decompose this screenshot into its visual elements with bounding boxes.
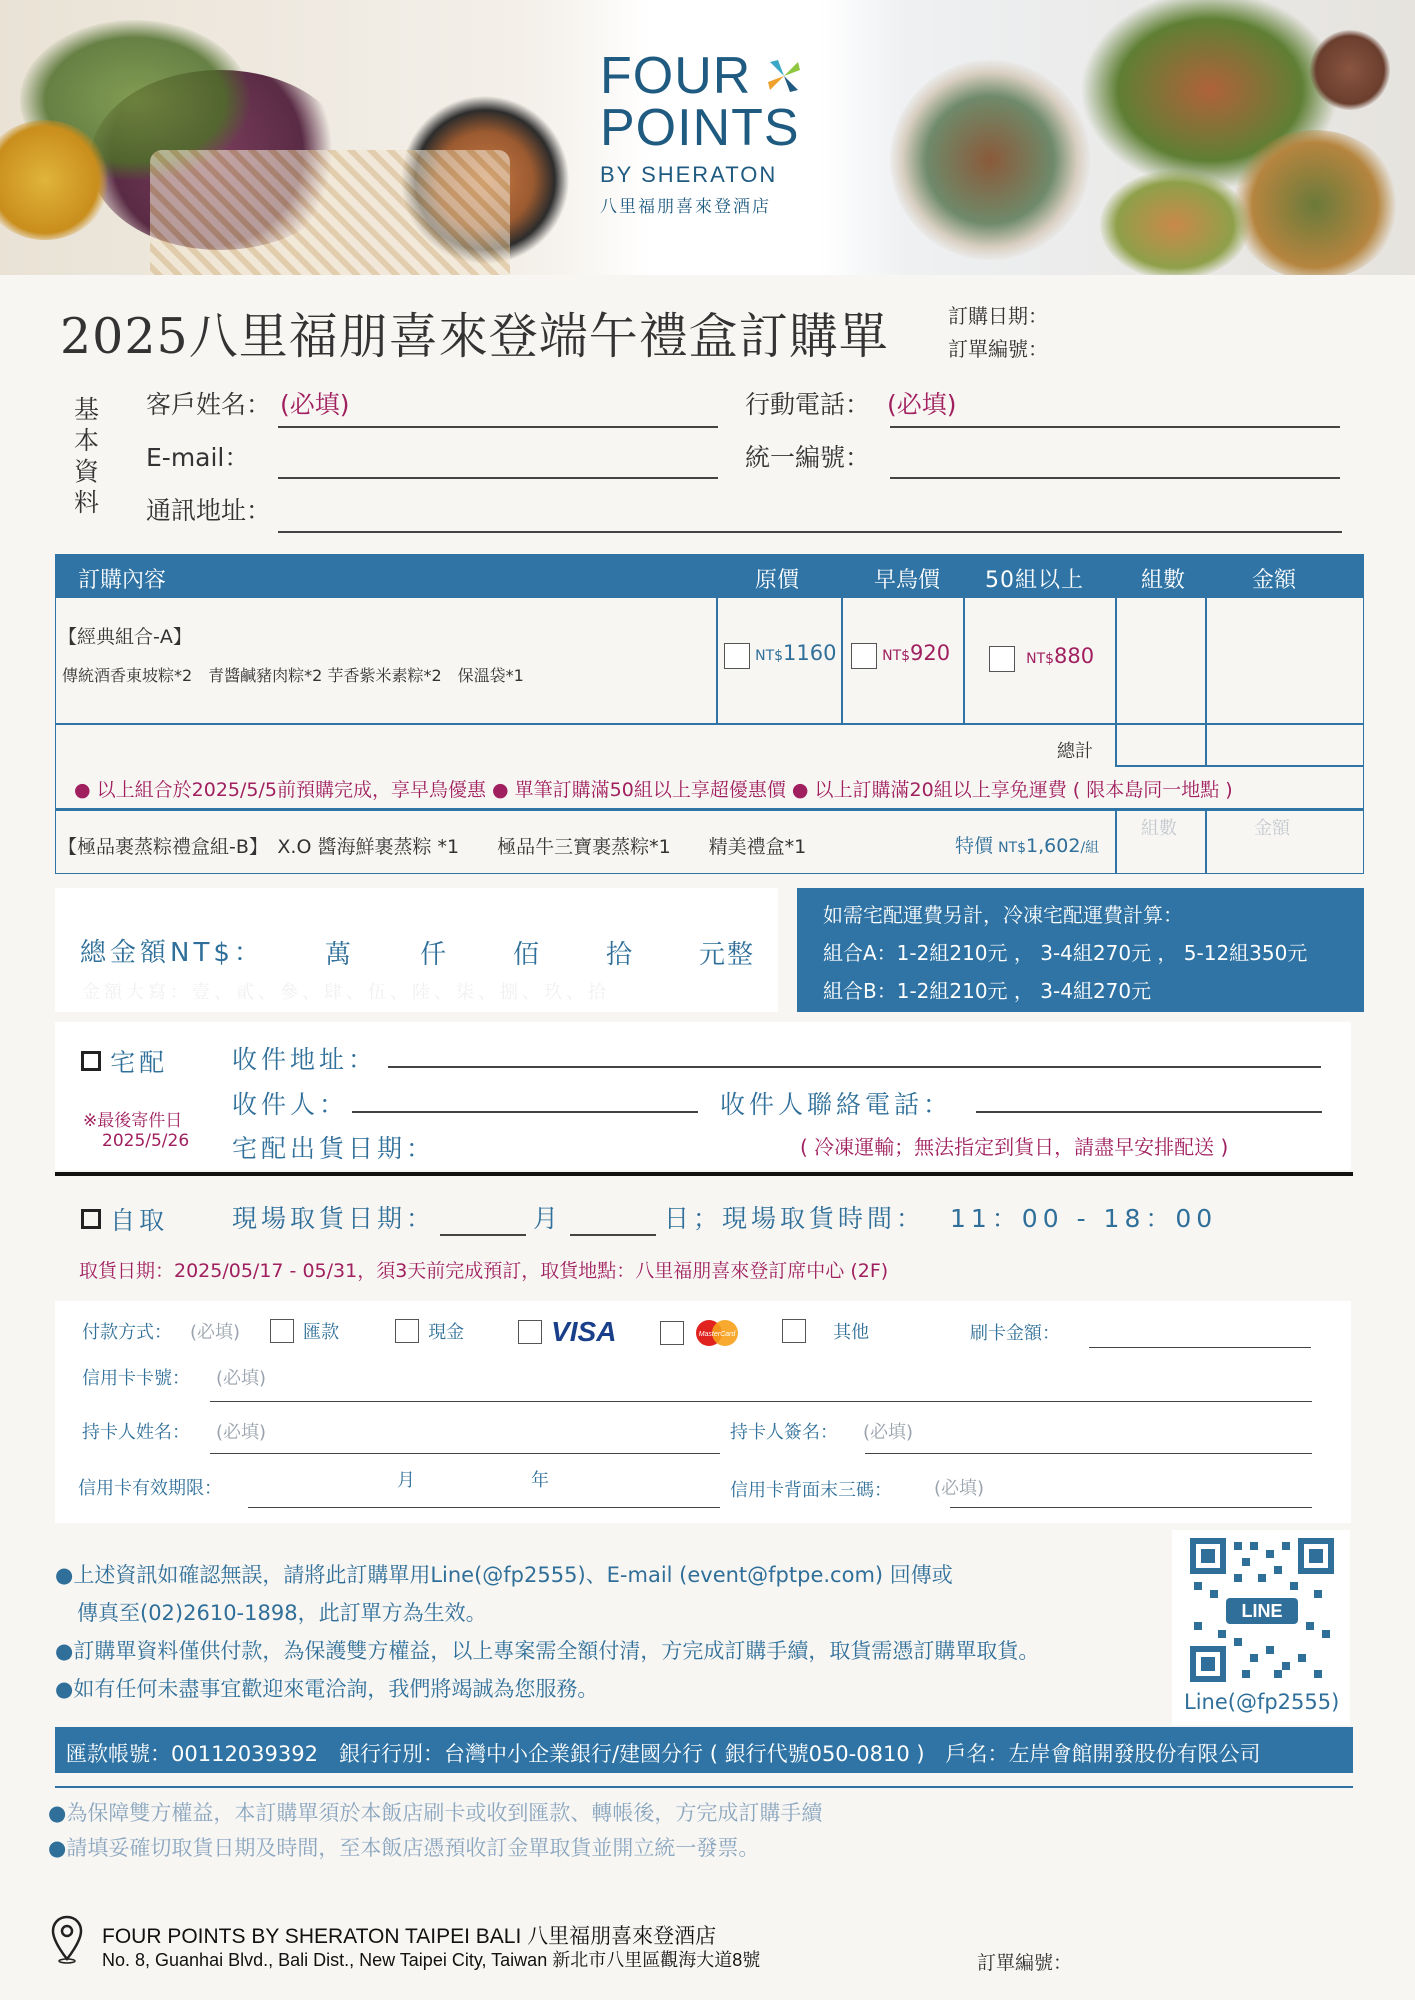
card-cvv-field[interactable]	[950, 1506, 1312, 1508]
dumpling-right-image	[1100, 170, 1250, 275]
cash-checkbox[interactable]	[395, 1319, 419, 1343]
footer-hotel-name: FOUR POINTS BY SHERATON TAIPEI BALI 八里福朋喜來登酒店	[102, 1925, 717, 1948]
location-pin-icon	[50, 1915, 84, 1965]
card-number-field[interactable]	[210, 1400, 1312, 1402]
section-char: 本	[74, 426, 100, 455]
combo-b-quantity-label: 組數	[1141, 818, 1177, 839]
recipient-address-label: 收件地址：	[232, 1045, 378, 1074]
instruction-1-continued: 傳真至(02)2610-1898，此訂單方為生效。	[77, 1601, 487, 1625]
cardholder-signature-hint: (必填)	[863, 1422, 914, 1443]
price-50-plus-prefix: NT$	[1026, 651, 1055, 667]
visa-logo: VISA	[551, 1316, 617, 1347]
payment-method-hint: (必填)	[190, 1322, 241, 1343]
mobile-phone-field[interactable]	[890, 426, 1340, 428]
combo-b-amount-label: 金額	[1254, 818, 1290, 839]
unit-yuan[interactable]: 元整	[699, 940, 756, 970]
grid-line	[1115, 765, 1364, 767]
price-original-prefix: NT$	[755, 648, 784, 664]
combo-b-description: 【極品裹蒸粽禮盒組-B】 X.O 醬海鮮裹蒸粽 *1 極品牛三寶裹蒸粽*1 精美禮盒*1	[58, 836, 807, 858]
recipient-phone-field[interactable]	[976, 1111, 1322, 1113]
section-char: 資	[74, 457, 100, 486]
mobile-phone-label: 行動電話：	[745, 390, 871, 419]
recipient-label: 收件人：	[232, 1090, 349, 1119]
footer-note-1: 為保障雙方權益，本訂購單須於本飯店刷卡或收到匯款、轉帳後，方完成訂購手續	[66, 1801, 823, 1825]
bullet-dot-icon: ●	[55, 1563, 74, 1587]
header-original-price: 原價	[755, 568, 800, 593]
bullet-dot-icon: ●	[48, 1836, 67, 1860]
total-amount-label: 總金額NT$：	[80, 938, 264, 968]
pickup-day-field[interactable]	[570, 1234, 656, 1236]
shipping-fee-line2: 組合A：1-2組210元 ， 3-4組270元 ， 5-12組350元	[823, 941, 1308, 965]
last-shipping-date-note: ※最後寄件日	[83, 1111, 183, 1131]
card-cvv-hint: (必填)	[934, 1478, 985, 1499]
grid-line	[1205, 598, 1207, 766]
bullet-dot-icon: ●	[74, 779, 91, 801]
four-points-mark-icon	[764, 56, 804, 96]
combo-b-price-prefix: NT$	[998, 840, 1027, 856]
other-label: 其他	[833, 1322, 870, 1343]
mobile-phone-hint: (必填)	[887, 390, 957, 419]
price-50-plus-value: 880	[1054, 644, 1095, 668]
combo-b-price-value: 1,602	[1026, 835, 1081, 857]
grid-line	[963, 598, 965, 724]
grid-line	[1205, 811, 1207, 874]
cash-label: 現金	[428, 1322, 465, 1343]
combo-b-amount-cell[interactable]	[1209, 840, 1361, 870]
combo-a-title: 【經典組合-A】	[58, 626, 192, 648]
combo-a-quantity-cell[interactable]	[1119, 602, 1201, 720]
payment-option-visa[interactable]	[518, 1316, 616, 1348]
card-number-label: 信用卡卡號：	[82, 1368, 190, 1389]
payment-option-cash[interactable]	[395, 1318, 464, 1344]
total-quantity-cell[interactable]	[1119, 727, 1201, 763]
price-original-checkbox[interactable]	[724, 643, 750, 669]
basket-right-image	[1230, 130, 1400, 275]
pickup-time-value: 11：00 - 18：00	[950, 1204, 1218, 1233]
order-date-label: 訂購日期：	[948, 304, 1048, 328]
mat-image	[150, 150, 510, 275]
header-early-bird-price: 早鳥價	[874, 568, 941, 593]
card-amount-field[interactable]	[1089, 1346, 1311, 1348]
header-50-plus: 50組以上	[985, 568, 1084, 593]
cardholder-name-label: 持卡人姓名：	[82, 1422, 190, 1443]
line-id-caption: Line(@fp2555)	[1184, 1690, 1340, 1714]
unit-wan[interactable]: 萬	[325, 940, 352, 970]
teapot-image	[1310, 30, 1390, 110]
visa-checkbox[interactable]	[518, 1320, 542, 1344]
footer-notes	[48, 1796, 822, 1866]
page-title: 2025八里福朋喜來登端午禮盒訂購單	[60, 308, 889, 365]
pickup-date-label: 現場取貨日期：	[232, 1204, 436, 1233]
price-early-bird-checkbox[interactable]	[851, 643, 877, 669]
header-quantity: 組數	[1141, 568, 1186, 593]
pickup-label: 自取	[110, 1206, 169, 1235]
pickup-time-label: 日；現場取貨時間：	[664, 1204, 926, 1233]
payment-option-transfer[interactable]	[270, 1318, 339, 1344]
instructions	[55, 1556, 1039, 1708]
card-expiry-month-label: 月	[397, 1470, 415, 1491]
footer-address: No. 8, Guanhai Blvd., Bali Dist., New Taipei City, Taiwan 新北市八里區觀海大道8號	[102, 1950, 761, 1970]
promo-notes	[74, 775, 1233, 802]
transfer-label: 匯款	[303, 1322, 340, 1343]
mastercard-logo-text: MasterCard	[698, 1331, 736, 1338]
logo-line1: FOUR	[600, 47, 752, 105]
bank-info-text: 匯款帳號：00112039392 銀行行別：台灣中小企業銀行/建國分行 ( 銀行代號050-0810 ) 戶名：左岸會館開發股份有限公司	[66, 1742, 1261, 1766]
card-expiry-year-label: 年	[531, 1470, 549, 1491]
cardholder-signature-field[interactable]	[865, 1452, 1312, 1454]
card-expiry-field[interactable]	[248, 1506, 720, 1508]
email-label: E-mail：	[146, 443, 250, 472]
total-amount-cell[interactable]	[1209, 727, 1361, 763]
other-checkbox[interactable]	[782, 1319, 806, 1343]
recipient-field[interactable]	[352, 1111, 698, 1113]
instruction-2: 訂購單資料僅供付款，為保護雙方權益，以上專案需全額付清，方完成訂購手續，取貨需憑訂購單取貨。	[73, 1639, 1040, 1663]
price-early-bird-prefix: NT$	[882, 648, 911, 664]
mastercard-logo-icon	[689, 1318, 745, 1348]
tax-id-field[interactable]	[890, 477, 1340, 479]
pickup-month-field[interactable]	[440, 1234, 526, 1236]
grid-line	[716, 598, 718, 724]
line-qr-code-icon[interactable]	[1190, 1538, 1334, 1682]
bullet-dot-icon: ●	[55, 1677, 74, 1701]
tax-id-label: 統一編號：	[745, 443, 871, 472]
shipping-fee-line1: 如需宅配運費另計，冷凍宅配運費計算：	[823, 903, 1183, 927]
header-order-content: 訂購內容	[78, 568, 167, 593]
grid-line	[1115, 598, 1117, 766]
instruction-3: 如有任何未盡事宜歡迎來電洽詢，我們將竭誠為您服務。	[73, 1677, 599, 1701]
cardholder-name-hint: (必填)	[216, 1422, 267, 1443]
promo-note-early-bird: 以上組合於2025/5/5前預購完成，享早鳥優惠	[96, 779, 486, 801]
price-original-value: 1160	[783, 641, 837, 665]
promo-note-50-plus: 單筆訂購滿50組以上享超優惠價	[514, 779, 786, 801]
address-field[interactable]	[278, 531, 1342, 533]
price-original-option[interactable]	[724, 641, 836, 669]
last-shipping-date: 2025/5/26	[102, 1131, 190, 1151]
delivery-option[interactable]	[81, 1043, 168, 1079]
bullet-dot-icon: ●	[48, 1801, 67, 1825]
footer-order-number-label: 訂單編號：	[977, 1952, 1073, 1974]
header-banner	[0, 0, 1415, 275]
bullet-dot-icon: ●	[492, 779, 509, 801]
order-number-label: 訂單編號：	[948, 337, 1048, 361]
pickup-checkbox[interactable]	[81, 1209, 101, 1229]
transfer-checkbox[interactable]	[270, 1319, 294, 1343]
recipient-address-field[interactable]	[388, 1066, 1321, 1068]
grid-line	[1115, 811, 1117, 874]
shipping-fee-line3: 組合B：1-2組210元 ， 3-4組270元	[823, 979, 1152, 1003]
instruction-1: 上述資訊如確認無誤，請將此訂購單用Line(@fp2555)、E-mail (event@fptpe.com) 回傳或	[73, 1563, 953, 1587]
card-expiry-label: 信用卡有效期限：	[78, 1478, 222, 1499]
recipient-phone-label: 收件人聯絡電話：	[720, 1090, 953, 1119]
delivery-label: 宅配	[110, 1048, 169, 1077]
logo-line3: BY SHERATON	[600, 162, 778, 187]
address-label: 通訊地址：	[146, 496, 272, 525]
delivery-date-label: 宅配出貨日期：	[232, 1134, 436, 1163]
price-50-plus-checkbox[interactable]	[989, 646, 1015, 672]
card-amount-label: 刷卡金額：	[970, 1323, 1060, 1344]
combo-b-quantity-cell[interactable]	[1119, 840, 1201, 870]
hotel-logo	[600, 47, 830, 217]
logo-line4: 八里福朋喜來登酒店	[600, 197, 771, 217]
price-50-plus-option[interactable]	[989, 644, 1094, 672]
qr-center-label: LINE	[1241, 1601, 1283, 1621]
table-divider	[55, 808, 1364, 811]
promo-note-free-shipping: 以上訂購滿20組以上享免運費 ( 限本島同一地點 )	[814, 779, 1233, 801]
basic-info-section-label	[74, 394, 104, 518]
combo-a-items: 傳統酒香東坡粽*2 青醬鹹豬肉粽*2 芋香紫米素粽*2 保溫袋*1	[62, 666, 524, 685]
bullet-dot-icon: ●	[791, 779, 809, 801]
cardholder-signature-label: 持卡人簽名：	[730, 1422, 838, 1443]
combo-b-price-label: 特價	[955, 835, 994, 857]
card-cvv-label: 信用卡背面末三碼：	[730, 1480, 892, 1501]
pickup-month-label: 月	[533, 1204, 559, 1233]
section-divider	[55, 1172, 1353, 1176]
price-early-bird-option[interactable]	[851, 641, 950, 669]
mastercard-checkbox[interactable]	[660, 1321, 684, 1345]
total-label: 總計	[1057, 741, 1093, 762]
unit-qian[interactable]: 仟	[420, 940, 447, 970]
grid-line	[55, 723, 1364, 725]
section-char: 基	[74, 395, 100, 424]
grid-line	[841, 598, 843, 724]
customer-name-label: 客戶姓名：	[146, 390, 272, 419]
customer-name-hint: (必填)	[280, 390, 350, 419]
pickup-option[interactable]	[81, 1201, 168, 1237]
price-early-bird-value: 920	[910, 641, 951, 665]
unit-bai[interactable]: 佰	[513, 940, 540, 970]
customer-name-field[interactable]	[278, 426, 718, 428]
combo-a-amount-cell[interactable]	[1209, 602, 1361, 720]
payment-option-other[interactable]	[782, 1318, 869, 1344]
email-field[interactable]	[278, 477, 718, 479]
card-number-hint: (必填)	[216, 1368, 267, 1389]
delivery-warning: ( 冷凍運輸；無法指定到貨日，請盡早安排配送 )	[800, 1135, 1229, 1159]
combo-b-price	[955, 831, 1099, 858]
payment-method-label: 付款方式：	[82, 1322, 172, 1343]
footer-note-2: 請填妥確切取貨日期及時間，至本飯店憑預收訂金單取貨並開立統一發票。	[66, 1836, 760, 1860]
combo-b-price-unit: /組	[1080, 840, 1100, 856]
bowl-right-image	[890, 60, 1090, 260]
faint-numeral-reference: 金額大寫：壹、貳、參、肆、伍、陸、柒、捌、玖、拾	[82, 982, 610, 1003]
header-amount: 金額	[1252, 568, 1297, 593]
bullet-dot-icon: ●	[55, 1639, 74, 1663]
bank-bar-underline	[55, 1786, 1353, 1788]
payment-option-mastercard[interactable]	[660, 1318, 745, 1348]
pickup-info: 取貨日期：2025/05/17 - 05/31，須3天前完成預訂，取貨地點：八里福朋喜來登訂席中心 (2F)	[79, 1260, 889, 1282]
delivery-checkbox[interactable]	[81, 1051, 101, 1071]
unit-shi[interactable]: 拾	[606, 940, 633, 970]
cardholder-name-field[interactable]	[210, 1452, 720, 1454]
logo-line2: POINTS	[600, 99, 800, 157]
section-char: 料	[74, 488, 100, 517]
